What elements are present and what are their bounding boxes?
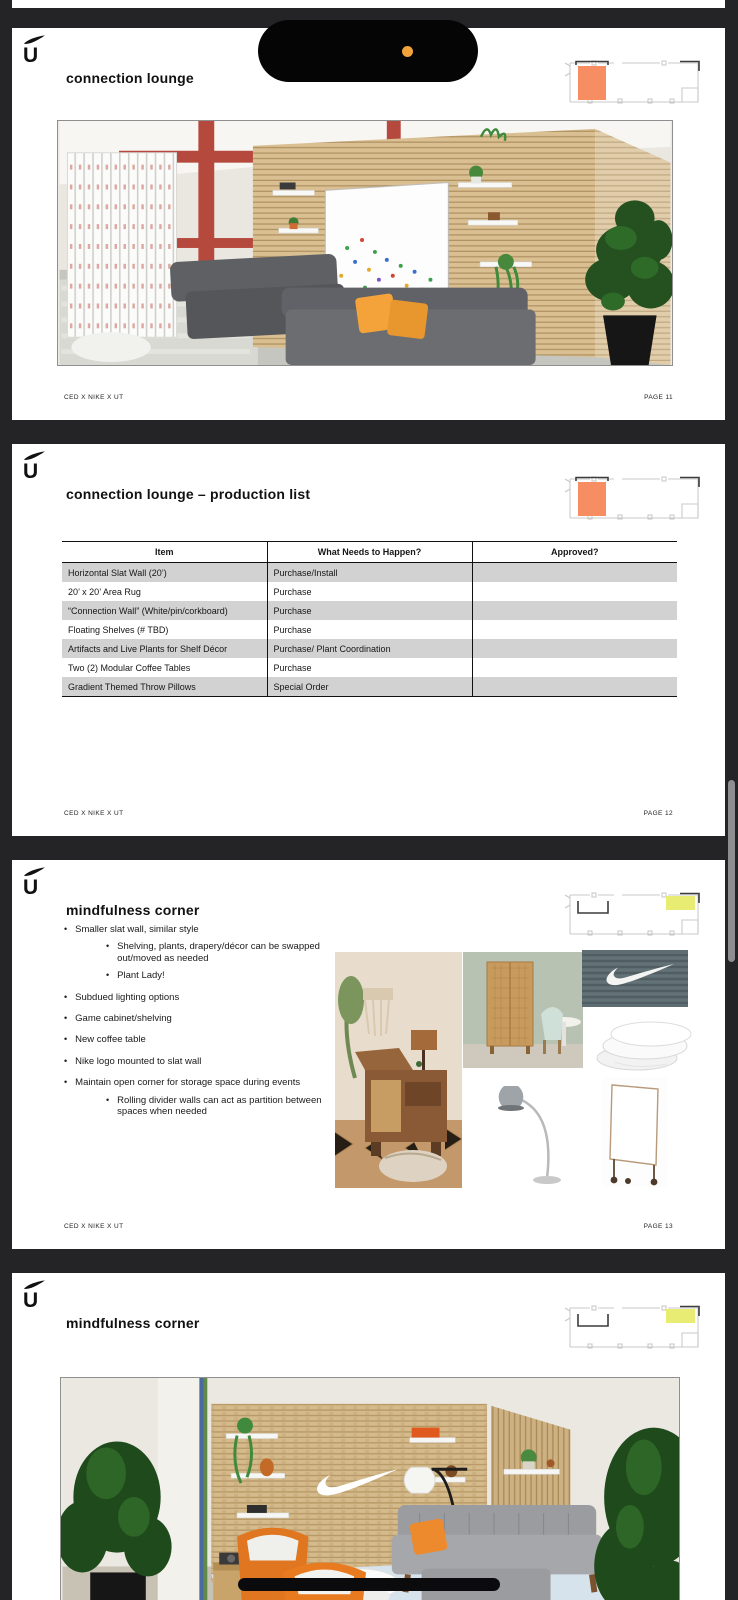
slide-footer <box>64 1223 673 1230</box>
slide-page-13 <box>12 860 725 1249</box>
bullet-glyph: • <box>64 924 68 934</box>
approved-cell-empty <box>472 658 677 677</box>
bullet-item: • Game cabinet/shelving <box>64 1012 172 1024</box>
home-indicator[interactable] <box>238 1578 500 1591</box>
previous-slide-bottom-edge <box>12 0 725 8</box>
bullet-item: • Plant Lady! <box>106 970 165 982</box>
bullet-item: • Subdued lighting options <box>64 991 180 1003</box>
svg-text:U: U <box>23 460 39 481</box>
moodboard-stacked-round-tables-image <box>587 1010 695 1073</box>
footer-page-number: PAGE 13 <box>643 1223 673 1230</box>
nike-swoosh-u-logo-icon <box>22 867 46 897</box>
approved-cell-empty <box>472 601 677 620</box>
bullet-item: • Nike logo mounted to slat wall <box>64 1055 202 1067</box>
scrollbar-thumb[interactable] <box>728 780 735 962</box>
column-header-item: Item <box>62 542 267 563</box>
connection-lounge-render-image <box>57 120 673 366</box>
production-list-table <box>62 541 677 697</box>
page-title: mindfulness corner <box>66 902 200 918</box>
table-row: Floating Shelves (# TBD) Purchase <box>62 620 677 639</box>
mindfulness-corner-render-image <box>60 1377 680 1600</box>
slide-footer <box>64 394 673 401</box>
mic-active-indicator <box>402 46 413 57</box>
table-row: Gradient Themed Throw Pillows Special Order <box>62 677 677 697</box>
floorplan-highlight <box>578 482 606 516</box>
bullet-glyph: • <box>106 941 110 952</box>
page-title: connection lounge <box>66 70 194 86</box>
bullet-item: • Shelving, plants, drapery/décor can be swapped out/moved as needed <box>106 941 320 964</box>
bullet-item: • New coffee table <box>64 1034 146 1046</box>
moodboard-rolling-divider-image <box>602 1077 667 1187</box>
bullet-glyph: • <box>64 1055 68 1066</box>
bullet-glyph: • <box>64 1077 68 1088</box>
moodboard-boho-cabinet-room-image <box>335 952 462 1188</box>
floorplan-thumbnail-mindfulness-corner <box>562 1297 707 1355</box>
slide-page-12 <box>12 444 725 836</box>
floorplan-thumbnail-mindfulness-corner <box>562 884 707 942</box>
footer-page-number: PAGE 12 <box>643 810 673 817</box>
floorplan-highlight <box>666 896 695 910</box>
table-row: “Connection Wall” (White/pin/corkboard) Purchase <box>62 601 677 620</box>
column-header-approved: Approved? <box>472 542 677 563</box>
floorplan-highlight <box>666 1309 695 1323</box>
bullet-glyph: • <box>106 970 110 981</box>
table-row: Two (2) Modular Coffee Tables Purchase <box>62 658 677 677</box>
footer-deck-name: CED X NIKE X UT <box>64 394 124 401</box>
bullet-glyph: • <box>106 1094 110 1105</box>
approved-cell-empty <box>472 639 677 658</box>
footer-deck-name: CED X NIKE X UT <box>64 1223 124 1230</box>
floorplan-thumbnail-connection-lounge <box>562 468 707 526</box>
table-row: Horizontal Slat Wall (20’) Purchase/Install <box>62 563 677 583</box>
moodboard-nike-swoosh-metal-image <box>582 950 688 1007</box>
floorplan-thumbnail-connection-lounge <box>562 52 707 110</box>
bullet-glyph: • <box>64 991 68 1002</box>
moodboard-rattan-cabinet-image <box>463 952 583 1068</box>
bullet-glyph: • <box>64 1034 68 1045</box>
page-title: mindfulness corner <box>66 1315 200 1331</box>
moodboard-arc-floor-lamp-image <box>477 1072 568 1188</box>
svg-text:U: U <box>23 44 39 65</box>
approved-cell-empty <box>472 677 677 697</box>
nike-swoosh-u-logo-icon <box>22 1280 46 1310</box>
bullet-item: • Maintain open corner for storage space during events <box>64 1077 301 1089</box>
svg-text:U: U <box>23 876 39 897</box>
slide-footer <box>64 810 673 817</box>
slide-page-14 <box>12 1273 725 1600</box>
approved-cell-empty <box>472 563 677 583</box>
bullet-item: • Rolling divider walls can act as partition between spaces when needed <box>106 1094 322 1117</box>
footer-page-number: PAGE 11 <box>644 394 673 401</box>
svg-text:U: U <box>23 1289 39 1310</box>
table-row: 20’ x 20’ Area Rug Purchase <box>62 582 677 601</box>
floorplan-highlight <box>578 66 606 100</box>
table-row: Artifacts and Live Plants for Shelf Décor Purchase/ Plant Coordination <box>62 639 677 658</box>
bullet-item: • Smaller slat wall, similar style <box>64 924 199 935</box>
approved-cell-empty <box>472 582 677 601</box>
bullet-list <box>64 924 342 1127</box>
slide-page-11 <box>12 28 725 420</box>
footer-deck-name: CED X NIKE X UT <box>64 810 124 817</box>
bullet-glyph: • <box>64 1012 68 1023</box>
page-title: connection lounge – production list <box>66 486 311 502</box>
approved-cell-empty <box>472 620 677 639</box>
column-header-needs: What Needs to Happen? <box>267 542 472 563</box>
nike-swoosh-u-logo-icon <box>22 451 46 481</box>
table-header-row <box>62 542 677 563</box>
dynamic-island[interactable] <box>258 20 478 82</box>
nike-swoosh-u-logo-icon <box>22 35 46 65</box>
